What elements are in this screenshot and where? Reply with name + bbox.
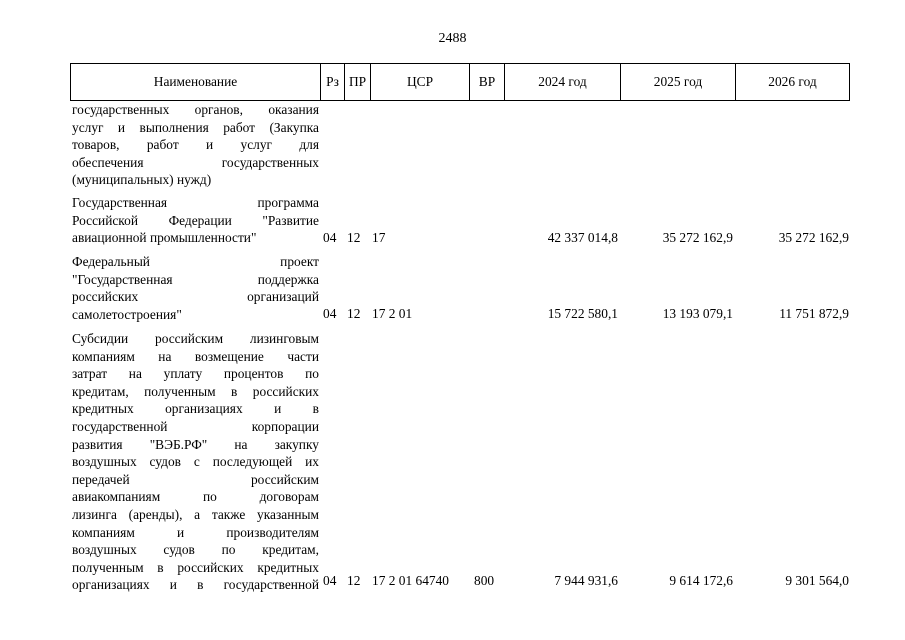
name-line: Государственная программа bbox=[72, 195, 319, 210]
name-line: (муниципальных) нужд) bbox=[72, 172, 212, 188]
name-line: организациях и в государственной bbox=[72, 577, 319, 593]
name-line: воздушных судов по кредитам, bbox=[72, 542, 319, 558]
row-2-pr: 12 bbox=[347, 306, 361, 321]
row-2-csr: 17 2 01 bbox=[372, 306, 413, 321]
row-3-name bbox=[72, 330, 319, 594]
row-1-2025: 35 272 162,9 bbox=[662, 230, 733, 245]
row-1-2026: 35 272 162,9 bbox=[778, 230, 849, 245]
name-line: лизинга (аренды), а также указанным bbox=[72, 506, 319, 522]
header-vr: ВР bbox=[478, 74, 496, 89]
name-line: Субсидии российским лизинговым bbox=[72, 331, 319, 346]
header-rz: Рз bbox=[326, 74, 339, 89]
name-line: авиакомпаниям по договорам bbox=[72, 489, 319, 505]
row-1-csr: 17 bbox=[372, 230, 386, 245]
row-3-2025: 9 614 172,6 bbox=[669, 573, 733, 588]
name-line: компаниям на возмещение части bbox=[72, 348, 319, 364]
row-1-name bbox=[72, 194, 319, 247]
name-line: развития "ВЭБ.РФ" на закупку bbox=[72, 436, 319, 452]
name-line: авиационной промышленности" bbox=[72, 230, 257, 246]
row-1-rz: 04 bbox=[323, 230, 337, 245]
name-line: самолетостроения" bbox=[72, 306, 182, 322]
row-3-rz: 04 bbox=[323, 573, 337, 588]
name-line: компаниям и производителям bbox=[72, 524, 319, 540]
header-pr: ПР bbox=[348, 74, 367, 89]
name-line: товаров, работ и услуг для bbox=[72, 137, 319, 153]
page-number: 2488 bbox=[438, 31, 467, 46]
name-line: услуг и выполнения работ (Закупка bbox=[72, 119, 319, 135]
row-2-2026: 11 751 872,9 bbox=[779, 306, 849, 321]
name-line: Федеральный проект bbox=[72, 254, 319, 269]
name-line: кредитных организациях и в bbox=[72, 401, 319, 417]
header-2024: 2024 год bbox=[538, 74, 587, 89]
name-line: "Государственная поддержка bbox=[72, 271, 319, 287]
row-0-name bbox=[72, 101, 319, 189]
name-line: государственных органов, оказания bbox=[72, 102, 319, 117]
row-3-2026: 9 301 564,0 bbox=[785, 573, 849, 588]
name-line: передачей российским bbox=[72, 471, 319, 487]
row-2-2025: 13 193 079,1 bbox=[662, 306, 733, 321]
name-line: затрат на уплату процентов по bbox=[72, 366, 319, 382]
row-3-2024: 7 944 931,6 bbox=[554, 573, 618, 588]
header-name: Наименование bbox=[153, 74, 238, 89]
name-line: полученным в российских кредитных bbox=[72, 559, 319, 575]
name-line: кредитам, полученным в российских bbox=[72, 383, 319, 399]
row-2-name bbox=[72, 253, 319, 323]
name-line: российских организаций bbox=[72, 289, 319, 305]
row-2-2024: 15 722 580,1 bbox=[547, 306, 618, 321]
row-2-rz: 04 bbox=[323, 306, 337, 321]
name-line: воздушных судов с последующей их bbox=[72, 454, 319, 470]
row-3-csr: 17 2 01 64740 bbox=[372, 573, 449, 588]
table-header bbox=[70, 63, 850, 101]
header-csr: ЦСР bbox=[406, 74, 434, 89]
header-2025: 2025 год bbox=[653, 74, 703, 89]
name-line: обеспечения государственных bbox=[72, 154, 319, 170]
row-3-pr: 12 bbox=[347, 573, 361, 588]
header-2026: 2026 год bbox=[768, 74, 817, 89]
row-1-pr: 12 bbox=[347, 230, 361, 245]
row-1-2024: 42 337 014,8 bbox=[547, 230, 618, 245]
name-line: государственной корпорации bbox=[72, 418, 319, 434]
row-3-vr: 800 bbox=[474, 573, 495, 588]
name-line: Российской Федерации "Развитие bbox=[72, 212, 319, 228]
